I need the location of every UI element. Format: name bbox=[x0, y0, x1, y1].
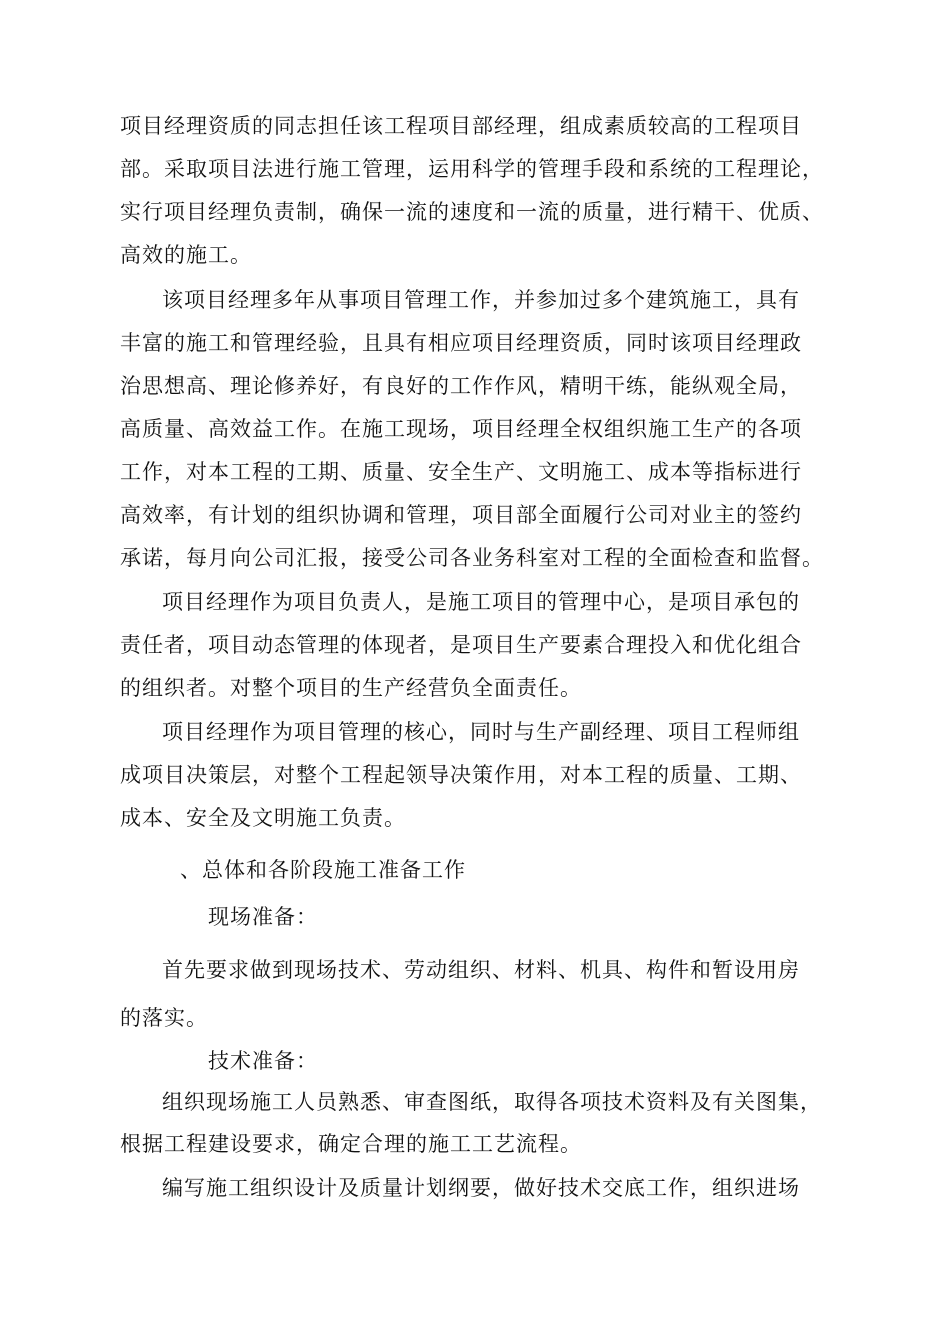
paragraph-line: 承诺，每月向公司汇报，接受公司各业务科室对工程的全面检查和监督。 bbox=[120, 546, 824, 570]
paragraph-line: 工作，对本工程的工期、质量、安全生产、文明施工、成本等指标进行 bbox=[120, 460, 802, 484]
subsection-heading: 技术准备： bbox=[208, 1049, 318, 1073]
paragraph-line: 实行项目经理负责制，确保一流的速度和一流的质量，进行精干、优质、 bbox=[120, 200, 824, 224]
paragraph-line: 丰富的施工和管理经验，且具有相应项目经理资质，同时该项目经理政 bbox=[120, 331, 802, 355]
paragraph-line: 的落实。 bbox=[120, 1006, 208, 1030]
paragraph-line: 根据工程建设要求，确定合理的施工工艺流程。 bbox=[120, 1132, 582, 1156]
paragraph-line: 高效率，有计划的组织协调和管理，项目部全面履行公司对业主的签约 bbox=[120, 503, 802, 527]
paragraph-line: 成项目决策层，对整个工程起领导决策作用，对本工程的质量、工期、 bbox=[120, 763, 802, 787]
paragraph-line: 首先要求做到现场技术、劳动组织、材料、机具、构件和暂设用房 bbox=[162, 958, 800, 982]
paragraph-line: 高质量、高效益工作。在施工现场，项目经理全权组织施工生产的各项 bbox=[120, 417, 802, 441]
paragraph-line: 的组织者。对整个项目的生产经营负全面责任。 bbox=[120, 676, 582, 700]
subsection-heading: 现场准备： bbox=[208, 905, 318, 929]
paragraph-line: 成本、安全及文明施工负责。 bbox=[120, 806, 406, 830]
paragraph-line: 项目经理作为项目管理的核心，同时与生产副经理、项目工程师组 bbox=[162, 720, 800, 744]
paragraph-line: 治思想高、理论修养好，有良好的工作作风，精明干练，能纵观全局， bbox=[120, 374, 802, 398]
paragraph-line: 该项目经理多年从事项目管理工作，并参加过多个建筑施工，具有 bbox=[162, 288, 800, 312]
paragraph-line: 责任者，项目动态管理的体现者，是项目生产要素合理投入和优化组合 bbox=[120, 633, 802, 657]
paragraph-line: 高效的施工。 bbox=[120, 243, 252, 267]
paragraph-line: 编写施工组织设计及质量计划纲要，做好技术交底工作，组织进场 bbox=[162, 1176, 800, 1200]
section-heading: 、总体和各阶段施工准备工作 bbox=[180, 858, 466, 882]
paragraph-line: 组织现场施工人员熟悉、审查图纸，取得各项技术资料及有关图集， bbox=[162, 1090, 822, 1114]
paragraph-line: 项目经理资质的同志担任该工程项目部经理，组成素质较高的工程项目 bbox=[120, 114, 802, 138]
paragraph-line: 项目经理作为项目负责人，是施工项目的管理中心，是项目承包的 bbox=[162, 590, 800, 614]
paragraph-line: 部。采取项目法进行施工管理，运用科学的管理手段和系统的工程理论， bbox=[120, 157, 824, 181]
